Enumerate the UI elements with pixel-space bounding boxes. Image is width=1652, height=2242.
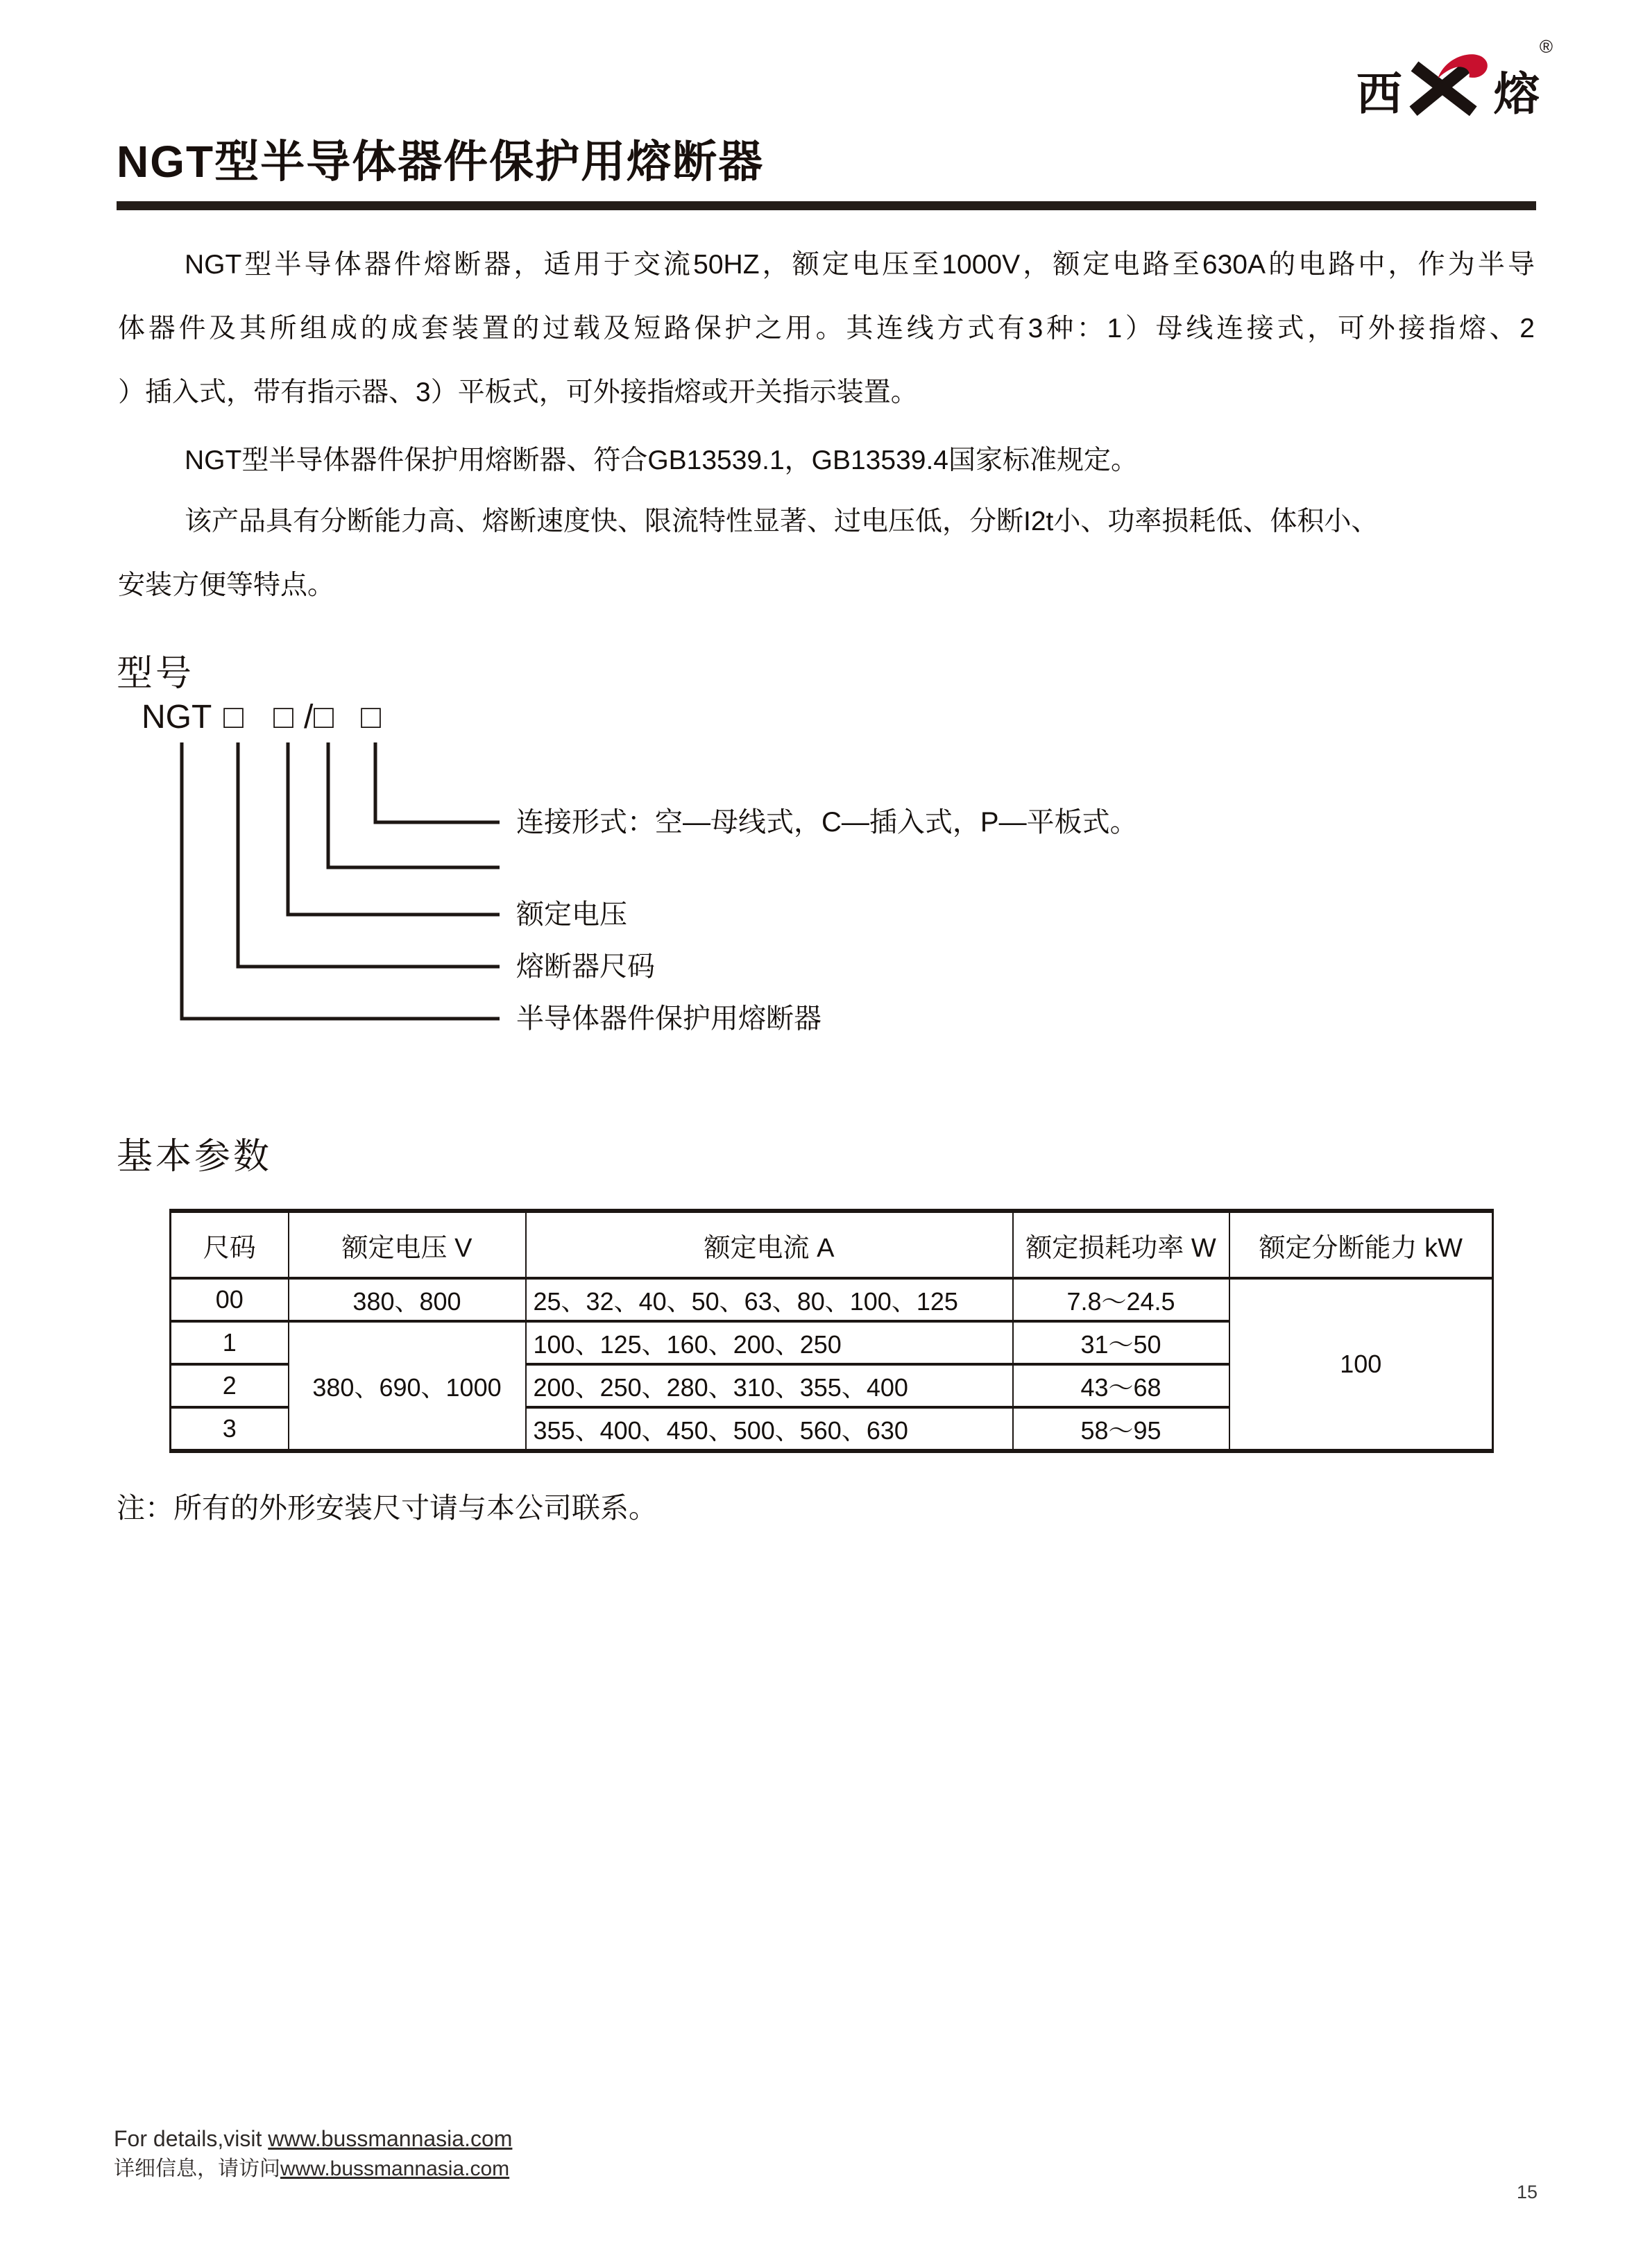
table-cell-current: 25、32、40、50、63、80、100、125 (526, 1278, 1013, 1321)
footer-en-link[interactable]: www.bussmannasia.com (268, 2126, 513, 2151)
intro-line: 该产品具有分断能力高、熔断速度快、限流特性显著、过电压低，分断I2t小、功率损耗低、体积小、 (185, 507, 1379, 536)
page-title: NGT型半导体器件保护用熔断器 (117, 137, 765, 187)
table-cell-power: 43～68 (1013, 1364, 1229, 1407)
model-label-fuse-size: 熔断器尺码 (516, 951, 655, 982)
column-header-voltage: 额定电压 V (289, 1211, 526, 1278)
column-header-size: 尺码 (171, 1211, 289, 1278)
model-label-rated-voltage: 额定电压 (516, 899, 627, 930)
model-code-prefix: NGT (142, 699, 212, 736)
intro-line: 安装方便等特点。 (118, 570, 335, 600)
table-cell-voltage: 380、800 (289, 1278, 526, 1321)
table-cell-current: 355、400、450、500、560、630 (526, 1407, 1013, 1451)
column-header-breaking: 额定分断能力 kW (1229, 1211, 1493, 1278)
logo-char-xi: 西 (1356, 68, 1402, 119)
logo-xr-mark-icon (1404, 50, 1492, 118)
intro-line: NGT型半导体器件熔断器，适用于交流50HZ，额定电压至1000V，额定电路至630A的电路中，作为半导 (185, 250, 1535, 280)
logo-char-rong: 熔 (1493, 68, 1540, 119)
table-cell-current: 100、125、160、200、250 (526, 1321, 1013, 1364)
table-note: 注：所有的外形安装尺寸请与本公司联系。 (117, 1492, 657, 1524)
table-cell-size: 1 (171, 1321, 289, 1364)
registered-mark: ® (1539, 36, 1553, 57)
intro-line: NGT型半导体器件保护用熔断器、符合GB13539.1，GB13539.4国家标准规定。 (185, 445, 1138, 475)
footer-line-en (114, 2126, 512, 2152)
intro-line: ）插入式，带有指示器、3）平板式，可外接指熔或开关指示装置。 (118, 377, 918, 407)
model-code-box-4: □ (361, 699, 381, 736)
table-cell-size: 2 (171, 1364, 289, 1407)
table-cell-power: 31～50 (1013, 1321, 1229, 1364)
model-section-heading: 型号 (117, 654, 195, 694)
table-cell-size: 3 (171, 1407, 289, 1451)
model-code-slash: / (304, 699, 314, 736)
table-cell-power: 58～95 (1013, 1407, 1229, 1451)
footer-cn-link[interactable]: www.bussmannasia.com (280, 2157, 510, 2180)
model-diagram-connector-lines (0, 0, 555, 1034)
footer-cn-prefix: 详细信息，请访问 (114, 2157, 280, 2180)
footer-line-cn (114, 2151, 509, 2182)
basic-parameters-table (169, 1209, 1494, 1453)
model-code-box-3: □ (314, 699, 334, 736)
model-code-box-1: □ (223, 699, 244, 736)
table-cell-size: 00 (171, 1278, 289, 1321)
table-row (171, 1278, 1493, 1321)
footer-en-prefix: For details,visit (114, 2126, 269, 2151)
table-cell-current: 200、250、280、310、355、400 (526, 1364, 1013, 1407)
intro-line: 体器件及其所组成的成套装置的过载及短路保护之用。其连线方式有3种：1）母线连接式，可外接指熔、2 (118, 314, 1535, 343)
params-section-heading: 基本参数 (117, 1137, 273, 1177)
brand-logo (1282, 36, 1553, 119)
model-label-connection-type: 连接形式：空—母线式，C—插入式，P—平板式。 (516, 807, 1138, 838)
table-cell-power: 7.8～24.5 (1013, 1278, 1229, 1321)
table-cell-breaking-capacity: 100 (1229, 1278, 1493, 1451)
column-header-current: 额定电流 A (526, 1211, 1013, 1278)
model-label-fuse-family: 半导体器件保护用熔断器 (516, 1003, 821, 1034)
table-header-row (171, 1211, 1493, 1278)
page-number: 15 (1517, 2182, 1538, 2202)
table-cell-voltage-merged: 380、690、1000 (289, 1321, 526, 1451)
column-header-power: 额定损耗功率 W (1013, 1211, 1229, 1278)
model-code-box-2: □ (273, 699, 293, 736)
